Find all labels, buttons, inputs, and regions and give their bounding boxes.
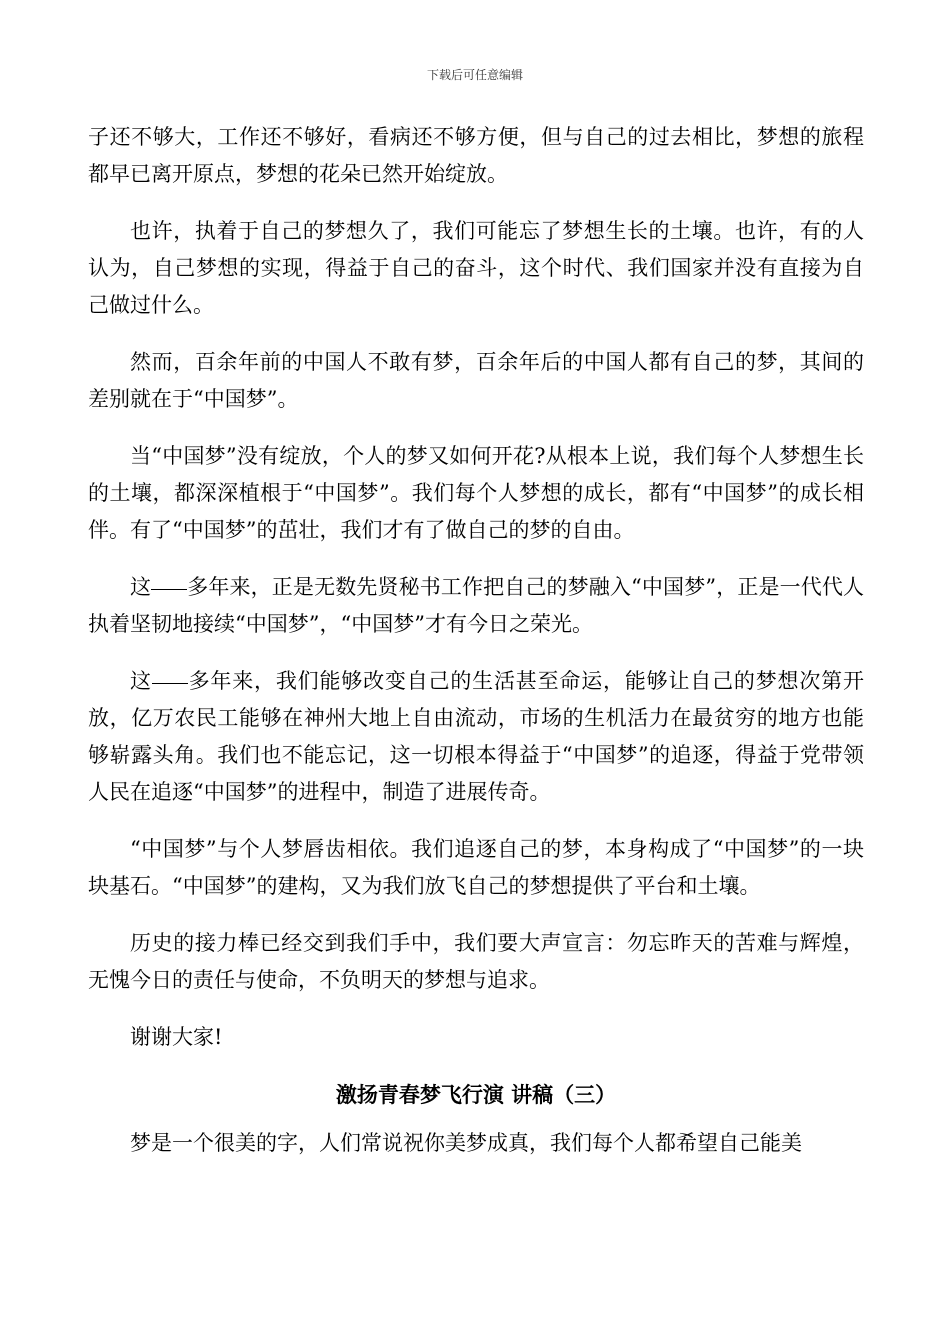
paragraph: 历史的接力棒已经交到我们手中，我们要大声宣言：勿忘昨天的苦难与辉煌，无愧今日的责任与使命，不负明天的梦想与追求。 [88, 931, 864, 992]
page-header-note: 下载后可任意编辑 [426, 68, 523, 82]
document-body [88, 119, 864, 1182]
paragraph: 也许，执着于自己的梦想久了，我们可能忘了梦想生长的土壤。也许，有的人认为，自己梦想的实现，得益于自己的奋斗，这个时代、我们国家并没有直接为自己做过什么。 [88, 219, 864, 317]
section-title: 激扬青春梦飞行演 讲稿（三） [335, 1082, 617, 1107]
fill-blank-line [152, 682, 188, 684]
paragraph-text: 多年来，我们能够改变自己的生活甚至命运，能够让自己的梦想次第开放，亿万农民工能够在神州大地上自由流动，市场的生机活力在最贫穷的地方也能够崭露头角。我们也不能忘记，这一切根本得益于“中国梦”的追逐，得益于党带领人民在追逐“中国梦”的进程中，制造了进展传奇。 [88, 669, 864, 804]
paragraph: 当“中国梦”没有绽放，个人的梦又如何开花?从根本上说，我们每个人梦想生长的土壤，都深深植根于“中国梦”。我们每个人梦想的成长，都有“中国梦”的成长相伴。有了“中国梦”的茁壮，我们才有了做自己的梦的自由。 [88, 444, 864, 542]
paragraph-text: 这 [130, 575, 152, 599]
fill-blank-line [151, 588, 187, 590]
paragraph: “中国梦”与个人梦唇齿相依。我们追逐自己的梦，本身构成了“中国梦”的一块块基石。“中国梦”的建构，又为我们放飞自己的梦想提供了平台和土壤。 [88, 837, 864, 898]
paragraph [88, 663, 864, 811]
paragraph: 然而，百余年前的中国人不敢有梦，百余年后的中国人都有自己的梦，其间的差别就在于“中国梦”。 [88, 350, 864, 411]
paragraph-text: 这 [130, 669, 152, 693]
paragraph-text: 多年来，正是无数先贤秘书工作把自己的梦融入“中国梦”，正是一代代人执着坚韧地接续“中国梦”，“中国梦”才有今日之荣光。 [88, 575, 864, 636]
paragraph [88, 569, 864, 643]
paragraph: 梦是一个很美的字，人们常说祝你美梦成真，我们每个人都希望自己能美 [130, 1131, 802, 1155]
paragraph: 子还不够大，工作还不够好，看病还不够方便，但与自己的过去相比，梦想的旅程都早已离开原点，梦想的花朵已然开始绽放。 [88, 125, 864, 186]
paragraph: 谢谢大家! [130, 1025, 223, 1049]
